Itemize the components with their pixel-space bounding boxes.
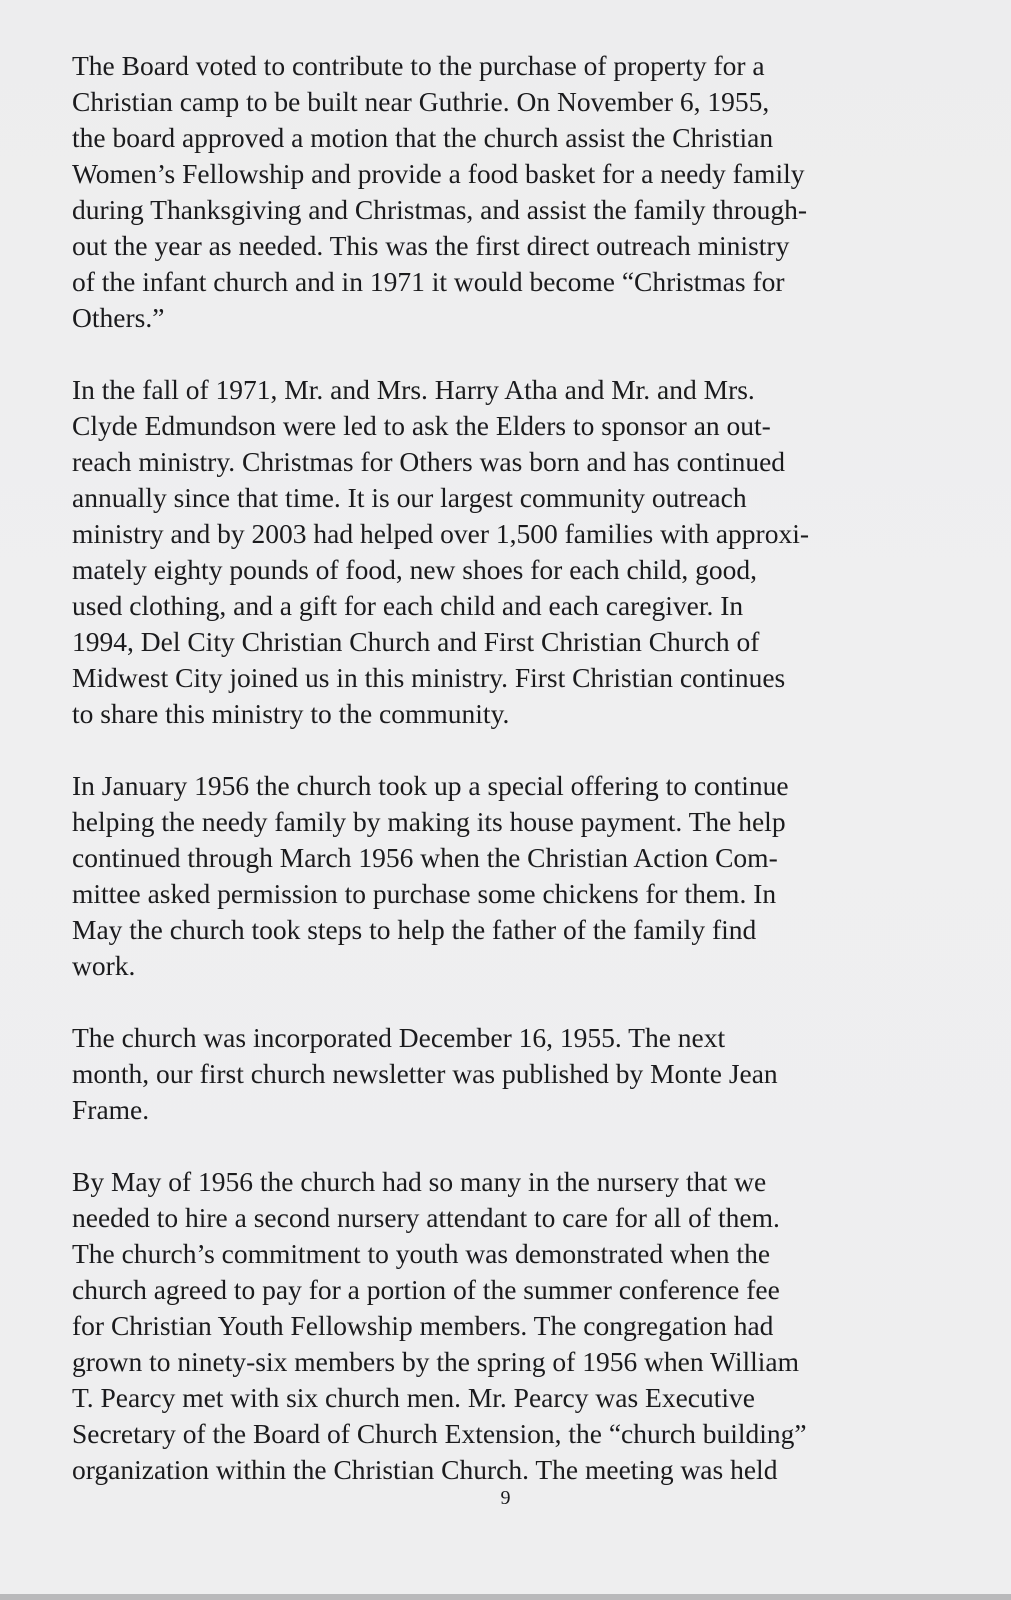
body-text [72, 48, 977, 1524]
text-line: the board approved a motion that the church assist the Christian [72, 122, 774, 153]
text-line: grown to ninety-six members by the spring of 1956 when William [72, 1346, 800, 1377]
text-line: reach ministry. Christmas for Others was born and has continued [72, 446, 786, 477]
text-line: month, our first church newsletter was published by Monte Jean [72, 1058, 778, 1089]
text-line: ministry and by 2003 had helped over 1,500 families with approxi- [72, 518, 810, 549]
text-line: Women’s Fellowship and provide a food basket for a needy family [72, 158, 805, 189]
text-line: Clyde Edmundson were led to ask the Elders to sponsor an out- [72, 410, 771, 441]
text-line: T. Pearcy met with six church men. Mr. Pearcy was Executive [72, 1382, 755, 1413]
text-line: helping the needy family by making its house payment. The help [72, 806, 786, 837]
paragraph [72, 1020, 977, 1128]
text-line: The Board voted to contribute to the purchase of property for a [72, 50, 765, 81]
text-line: out the year as needed. This was the first direct outreach ministry [72, 230, 790, 261]
text-line: used clothing, and a gift for each child and each caregiver. In [72, 590, 744, 621]
text-line: May the church took steps to help the father of the family find [72, 914, 757, 945]
text-line: mittee asked permission to purchase some chickens for them. In [72, 878, 777, 909]
text-line: Secretary of the Board of Church Extension, the “church building” [72, 1418, 807, 1449]
text-line: church agreed to pay for a portion of the summer conference fee [72, 1274, 780, 1305]
page-bottom-edge [0, 1594, 1011, 1600]
text-line: during Thanksgiving and Christmas, and assist the family through- [72, 194, 808, 225]
text-line: for Christian Youth Fellowship members. The congregation had [72, 1310, 774, 1341]
text-line: 1994, Del City Christian Church and First Christian Church of [72, 626, 760, 657]
text-line: By May of 1956 the church had so many in the nursery that we [72, 1166, 767, 1197]
text-line: annually since that time. It is our largest community outreach [72, 482, 747, 513]
paragraph [72, 372, 977, 732]
paragraph [72, 1164, 977, 1488]
text-line: In January 1956 the church took up a special offering to continue [72, 770, 789, 801]
paragraph [72, 768, 977, 984]
text-line: The church’s commitment to youth was demonstrated when the [72, 1238, 771, 1269]
text-line: needed to hire a second nursery attendant to care for all of them. [72, 1202, 780, 1233]
page-number: 9 [500, 1487, 511, 1509]
text-line: continued through March 1956 when the Christian Action Com- [72, 842, 778, 873]
text-line: Frame. [72, 1094, 150, 1125]
text-line: to share this ministry to the community. [72, 698, 510, 729]
paragraph [72, 48, 977, 336]
text-line: In the fall of 1971, Mr. and Mrs. Harry Atha and Mr. and Mrs. [72, 374, 755, 405]
text-line: Others.” [72, 302, 165, 333]
text-line: work. [72, 950, 136, 981]
text-line: The church was incorporated December 16, 1955. The next [72, 1022, 726, 1053]
text-line: Christian camp to be built near Guthrie. On November 6, 1955, [72, 86, 770, 117]
text-line: of the infant church and in 1971 it would become “Christmas for [72, 266, 785, 297]
text-line: organization within the Christian Church. The meeting was held [72, 1454, 778, 1485]
text-line: Midwest City joined us in this ministry. First Christian continues [72, 662, 786, 693]
text-line: mately eighty pounds of food, new shoes for each child, good, [72, 554, 758, 585]
